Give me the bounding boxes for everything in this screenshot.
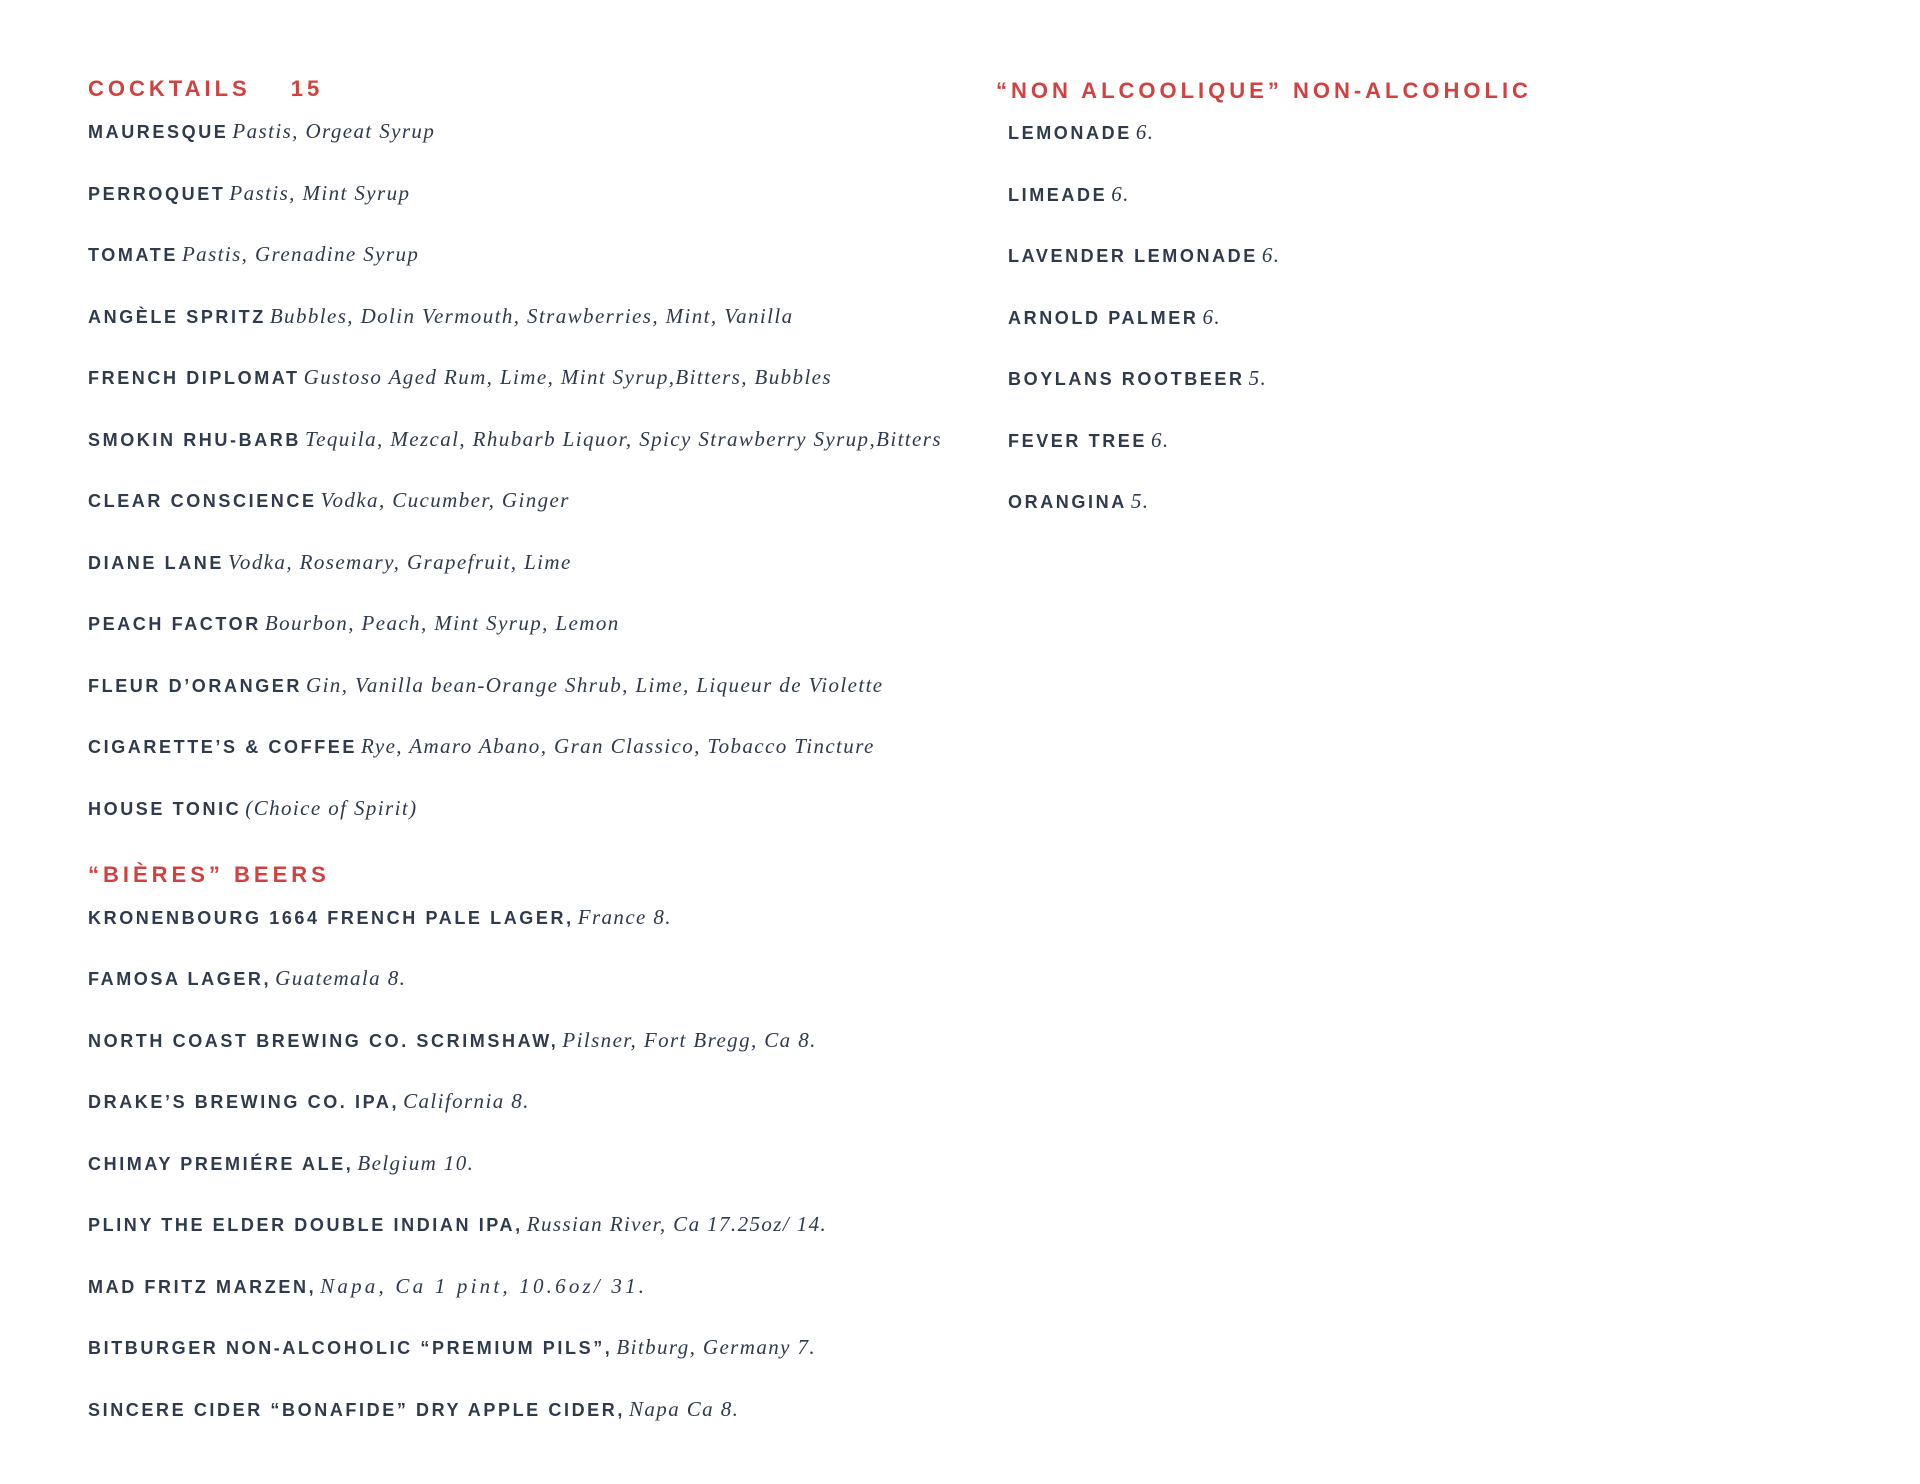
left-column: [88, 76, 988, 1458]
item-name: PEACH FACTOR: [88, 614, 261, 634]
right-column: [996, 78, 1876, 551]
item-name: LAVENDER LEMONADE: [1008, 246, 1258, 266]
item-description: Napa, Ca 1 pint, 10.6oz/ 31.: [320, 1273, 648, 1298]
item-name: PERROQUET: [88, 183, 226, 204]
item-name: BITBURGER NON-ALCOHOLIC “PREMIUM PILS”,: [88, 1338, 613, 1358]
item-name: CLEAR CONSCIENCE: [88, 491, 317, 511]
item-name: FEVER TREE: [1008, 430, 1148, 451]
menu-item: [1008, 428, 1876, 455]
item-name: LIMEADE: [1008, 184, 1108, 205]
item-name: HOUSE TONIC: [88, 798, 242, 819]
item-name: ANGÈLE SPRITZ: [88, 306, 266, 327]
item-description: Pastis, Grenadine Syrup: [181, 242, 420, 266]
non-alcoholic-list: [996, 120, 1876, 516]
item-description: Guatemala 8.: [275, 966, 407, 990]
cocktails-heading: [88, 76, 988, 102]
item-name: SINCERE CIDER “BONAFIDE” DRY APPLE CIDER,: [88, 1399, 625, 1420]
menu-item: [1008, 305, 1876, 332]
beers-section: [88, 862, 988, 1424]
menu-item: [88, 966, 988, 993]
menu-item: [88, 1151, 988, 1178]
menu-item: [88, 1335, 988, 1362]
menu-item: [88, 550, 988, 577]
non-alcoholic-section: [996, 78, 1876, 516]
item-description: Belgium 10.: [357, 1150, 475, 1175]
menu-item: [88, 488, 988, 515]
menu-item: [88, 611, 988, 638]
menu-item: [1008, 243, 1876, 270]
menu-item: [88, 427, 988, 454]
item-name: DIANE LANE: [88, 552, 225, 573]
item-description: Pastis, Mint Syrup: [229, 180, 411, 205]
item-description: Napa Ca 8.: [628, 1396, 740, 1421]
menu-item: [1008, 489, 1876, 516]
cocktails-title: COCKTAILS: [88, 76, 251, 101]
menu-item: [88, 673, 988, 700]
item-description: France 8.: [577, 904, 672, 929]
beers-heading: “BIÈRES” BEERS: [88, 861, 330, 887]
item-description: Bitburg, Germany 7.: [616, 1335, 817, 1359]
item-price: 6.: [1111, 181, 1130, 206]
item-name: KRONENBOURG 1664 FRENCH PALE LAGER,: [88, 907, 574, 928]
item-price: 6.: [1261, 243, 1281, 267]
menu-item: [88, 365, 988, 392]
item-name: ORANGINA: [1008, 492, 1127, 512]
item-description: Gustoso Aged Rum, Lime, Mint Syrup,Bitters, Bubbles: [303, 365, 832, 389]
item-description: Tequila, Mezcal, Rhubarb Liquor, Spicy Strawberry Syrup,Bitters: [305, 426, 942, 451]
item-description: Vodka, Cucumber, Ginger: [320, 488, 570, 512]
item-name: LEMONADE: [1008, 123, 1132, 143]
menu-item: [88, 119, 988, 146]
item-description: Pastis, Orgeat Syrup: [232, 119, 436, 143]
item-name: DRAKE’S BREWING CO. IPA,: [88, 1092, 400, 1112]
menu-item: [88, 242, 988, 269]
item-name: CHIMAY PREMIÉRE ALE,: [88, 1153, 354, 1174]
item-name: MAD FRITZ MARZEN,: [88, 1276, 317, 1297]
menu-item: [88, 181, 988, 208]
item-name: FRENCH DIPLOMAT: [88, 368, 300, 388]
non-alcoholic-heading: “NON ALCOOLIQUE” NON-ALCOHOLIC: [996, 78, 1532, 103]
menu-item: [88, 796, 988, 823]
menu-item: [88, 1212, 988, 1239]
item-name: FAMOSA LAGER,: [88, 969, 272, 989]
menu-item: [88, 1028, 988, 1055]
beers-list: [88, 905, 988, 1424]
item-description: (Choice of Spirit): [245, 795, 418, 820]
item-name: TOMATE: [88, 245, 178, 265]
cocktails-section: [88, 76, 988, 823]
item-name: ARNOLD PALMER: [1008, 307, 1199, 328]
item-description: Bubbles, Dolin Vermouth, Strawberries, Mint, Vanilla: [269, 303, 794, 328]
item-description: Russian River, Ca 17.25oz/ 14.: [526, 1212, 828, 1236]
item-name: BOYLANS ROOTBEER: [1008, 369, 1245, 389]
item-description: Bourbon, Peach, Mint Syrup, Lemon: [264, 611, 620, 635]
item-name: NORTH COAST BREWING CO. SCRIMSHAW,: [88, 1030, 559, 1051]
menu-item: [1008, 182, 1876, 209]
menu-item: [88, 1274, 988, 1301]
menu-item: [1008, 366, 1876, 393]
item-price: 5.: [1248, 366, 1268, 390]
item-price: 6.: [1202, 304, 1222, 329]
menu-item: [88, 1397, 988, 1424]
item-description: California 8.: [403, 1089, 530, 1113]
item-name: MAURESQUE: [88, 122, 229, 142]
cocktails-list: [88, 119, 988, 823]
menu-item: [1008, 120, 1876, 147]
menu-item: [88, 1089, 988, 1116]
item-name: SMOKIN RHU-BARB: [88, 429, 301, 450]
menu-item: [88, 734, 988, 761]
item-price: 6.: [1151, 427, 1170, 452]
item-price: 5.: [1130, 489, 1150, 513]
menu-item: [88, 905, 988, 932]
cocktails-price: 15: [290, 76, 324, 101]
item-price: 6.: [1135, 120, 1155, 144]
item-name: CIGARETTE’S & COFFEE: [88, 737, 358, 757]
item-description: Rye, Amaro Abano, Gran Classico, Tobacco Tincture: [361, 734, 875, 758]
item-description: Gin, Vanilla bean-Orange Shrub, Lime, Liqueur de Violette: [306, 672, 884, 697]
item-name: PLINY THE ELDER DOUBLE INDIAN IPA,: [88, 1215, 523, 1235]
menu-item: [88, 304, 988, 331]
item-name: FLEUR D’ORANGER: [88, 675, 302, 696]
item-description: Pilsner, Fort Bregg, Ca 8.: [562, 1027, 817, 1052]
item-description: Vodka, Rosemary, Grapefruit, Lime: [228, 549, 572, 574]
